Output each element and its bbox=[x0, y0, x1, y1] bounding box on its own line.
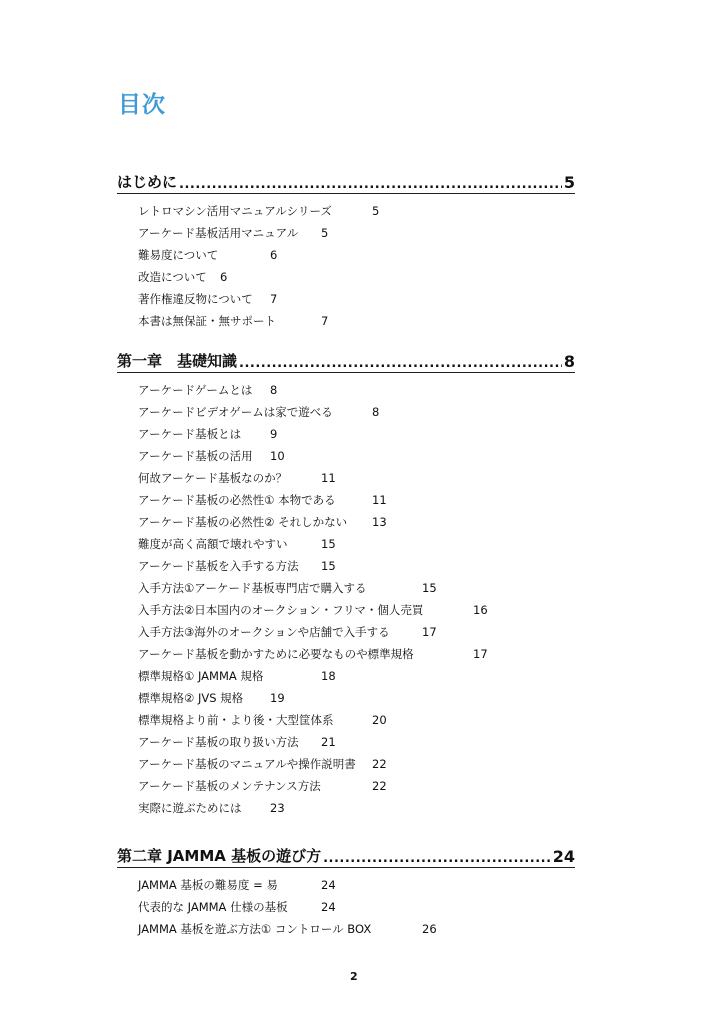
toc-entry[interactable] bbox=[117, 599, 575, 621]
toc-entry[interactable] bbox=[117, 222, 575, 244]
toc-entry[interactable] bbox=[117, 731, 575, 753]
toc-section-chapter2 bbox=[117, 844, 575, 940]
entry-label: 実際に遊ぶためには bbox=[138, 801, 242, 815]
entry-label: アーケードビデオゲームは家で遊べる bbox=[138, 405, 333, 419]
entry-label: アーケード基板活用マニュアル bbox=[138, 226, 299, 240]
entry-page: 5 bbox=[321, 226, 329, 240]
entry-page: 7 bbox=[321, 314, 329, 328]
entry-label: アーケード基板の取り扱い方法 bbox=[138, 735, 299, 749]
entry-label: 入手方法①アーケード基板専門店で購入する bbox=[138, 581, 367, 595]
dot-leader bbox=[323, 852, 551, 866]
entry-page: 17 bbox=[473, 647, 488, 661]
entry-page: 15 bbox=[321, 537, 336, 551]
entry-label: アーケード基板とは bbox=[138, 427, 242, 441]
toc-entry[interactable] bbox=[117, 665, 575, 687]
dot-leader bbox=[239, 357, 562, 371]
entry-label: 本書は無保証・無サポート bbox=[138, 314, 276, 328]
toc-heading[interactable] bbox=[117, 844, 575, 868]
page-title: 目次 bbox=[118, 92, 166, 118]
toc-entry[interactable] bbox=[117, 533, 575, 555]
entry-page: 24 bbox=[321, 900, 336, 914]
toc-entry[interactable] bbox=[117, 775, 575, 797]
heading-page: 5 bbox=[563, 173, 575, 192]
toc-entry[interactable] bbox=[117, 467, 575, 489]
entry-label: 標準規格① JAMMA 規格 bbox=[138, 669, 264, 683]
entry-page: 23 bbox=[270, 801, 285, 815]
entry-page: 17 bbox=[422, 625, 437, 639]
entry-page: 22 bbox=[372, 757, 387, 771]
entry-label: 難度が高く高額で壊れやすい bbox=[138, 537, 288, 551]
heading-page: 8 bbox=[563, 352, 575, 371]
entry-page: 15 bbox=[422, 581, 437, 595]
toc-section-chapter1 bbox=[117, 349, 575, 819]
entry-page: 11 bbox=[372, 493, 387, 507]
entry-label: 著作権違反物について bbox=[138, 292, 253, 306]
entry-label: 標準規格② JVS 規格 bbox=[138, 691, 244, 705]
page-number: 2 bbox=[350, 970, 358, 983]
toc-entry[interactable] bbox=[117, 643, 575, 665]
toc-entry[interactable] bbox=[117, 445, 575, 467]
entry-label: 入手方法②日本国内のオークション・フリマ・個人売買 bbox=[138, 603, 424, 617]
toc-entries bbox=[117, 200, 575, 332]
toc-entry[interactable] bbox=[117, 401, 575, 423]
entry-page: 18 bbox=[321, 669, 336, 683]
entry-label: アーケード基板の必然性① 本物である bbox=[138, 493, 336, 507]
entry-page: 16 bbox=[473, 603, 488, 617]
toc-entry[interactable] bbox=[117, 918, 575, 940]
heading-title: はじめに bbox=[117, 173, 178, 191]
entry-label: アーケード基板のメンテナンス方法 bbox=[138, 779, 321, 793]
entry-label: アーケードゲームとは bbox=[138, 383, 253, 397]
entry-page: 9 bbox=[270, 427, 278, 441]
toc-entry[interactable] bbox=[117, 423, 575, 445]
toc-entry[interactable] bbox=[117, 797, 575, 819]
entry-label: アーケード基板を入手する方法 bbox=[138, 559, 299, 573]
toc-heading[interactable] bbox=[117, 170, 575, 194]
entry-page: 5 bbox=[372, 204, 380, 218]
entry-page: 11 bbox=[321, 471, 336, 485]
entry-page: 26 bbox=[422, 922, 437, 936]
toc-heading[interactable] bbox=[117, 349, 575, 373]
entry-label: アーケード基板の活用 bbox=[138, 449, 253, 463]
entry-label: 何故アーケード基板なのか？ bbox=[138, 471, 288, 485]
entry-label: レトロマシン活用マニュアルシリーズ bbox=[138, 204, 332, 218]
toc-entry[interactable] bbox=[117, 896, 575, 918]
entry-page: 7 bbox=[270, 292, 278, 306]
entry-page: 13 bbox=[372, 515, 387, 529]
heading-page: 24 bbox=[552, 847, 575, 866]
entry-page: 20 bbox=[372, 713, 387, 727]
entry-page: 19 bbox=[270, 691, 285, 705]
entry-page: 8 bbox=[372, 405, 380, 419]
entry-label: 代表的な JAMMA 仕様の基板 bbox=[138, 900, 288, 914]
entry-page: 10 bbox=[270, 449, 285, 463]
entry-label: JAMMA 基板の難易度 = 易 bbox=[138, 878, 278, 892]
entry-page: 15 bbox=[321, 559, 336, 573]
toc-entries bbox=[117, 379, 575, 819]
entry-label: アーケード基板の必然性② それしかない bbox=[138, 515, 348, 529]
toc-entry[interactable] bbox=[117, 555, 575, 577]
toc-section-intro bbox=[117, 170, 575, 332]
toc-entry[interactable] bbox=[117, 200, 575, 222]
entry-page: 24 bbox=[321, 878, 336, 892]
heading-title: 第二章 JAMMA 基板の遊び方 bbox=[117, 847, 322, 865]
entry-label: アーケード基板のマニュアルや操作説明書 bbox=[138, 757, 356, 771]
toc-entry[interactable] bbox=[117, 687, 575, 709]
entry-page: 6 bbox=[220, 270, 228, 284]
toc-entry[interactable] bbox=[117, 511, 575, 533]
entry-label: 標準規格より前・より後・大型筐体系 bbox=[138, 713, 334, 727]
dot-leader bbox=[179, 178, 562, 192]
entry-page: 8 bbox=[270, 383, 278, 397]
toc-entry[interactable] bbox=[117, 266, 575, 288]
entry-label: 難易度について bbox=[138, 248, 219, 262]
entry-label: 入手方法③海外のオークションや店舗で入手する bbox=[138, 625, 390, 639]
toc-entry[interactable] bbox=[117, 288, 575, 310]
toc-entry[interactable] bbox=[117, 753, 575, 775]
toc-entry[interactable] bbox=[117, 379, 575, 401]
toc-entry[interactable] bbox=[117, 244, 575, 266]
entry-page: 22 bbox=[372, 779, 387, 793]
toc-entry[interactable] bbox=[117, 310, 575, 332]
entry-page: 6 bbox=[270, 248, 278, 262]
toc-entry[interactable] bbox=[117, 621, 575, 643]
toc-entry[interactable] bbox=[117, 874, 575, 896]
toc-entry[interactable] bbox=[117, 489, 575, 511]
entry-label: アーケード基板を動かすために必要なものや標準規格 bbox=[138, 647, 414, 661]
toc-entry[interactable] bbox=[117, 709, 575, 731]
entry-label: JAMMA 基板を遊ぶ方法① コントロール BOX bbox=[138, 922, 372, 936]
toc-entry[interactable] bbox=[117, 577, 575, 599]
entry-page: 21 bbox=[321, 735, 336, 749]
heading-title: 第一章 基礎知識 bbox=[117, 352, 238, 370]
entry-label: 改造について bbox=[138, 270, 207, 284]
toc-entries bbox=[117, 874, 575, 940]
